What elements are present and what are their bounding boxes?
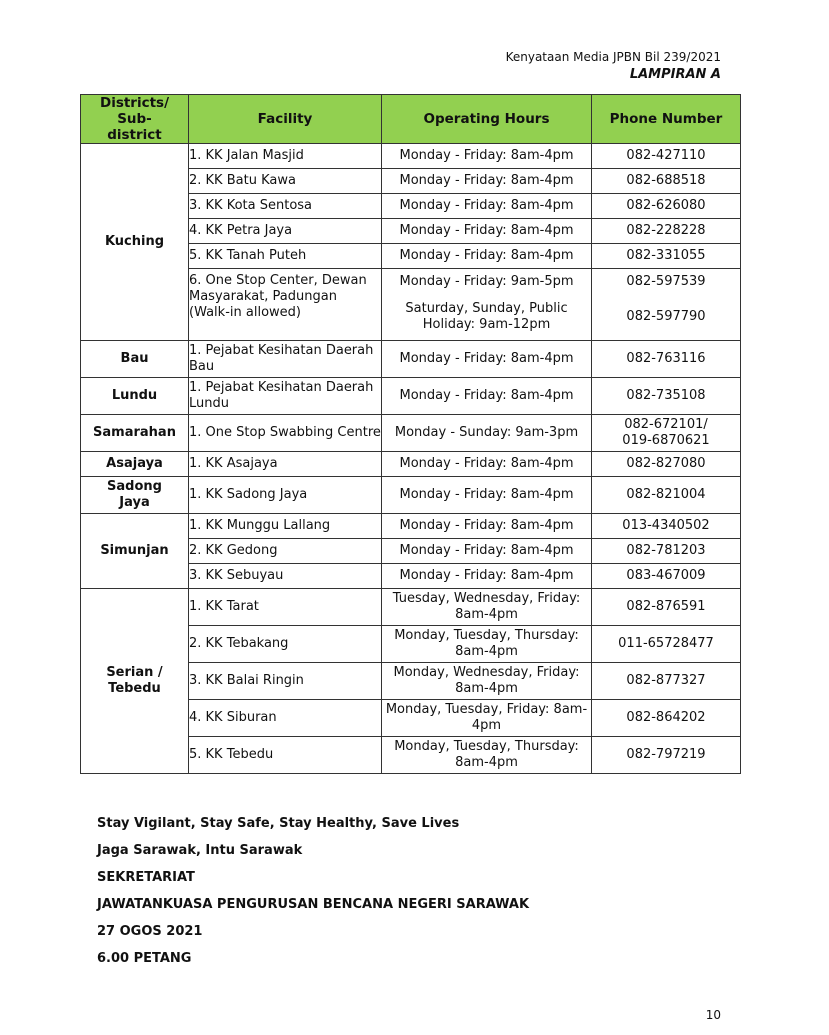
committee-name: JAWATANKUASA PENGURUSAN BENCANA NEGERI SARAWAK	[97, 897, 530, 912]
facility-table	[80, 94, 741, 774]
facility-cell: 1. KK Munggu Lallang	[189, 514, 382, 539]
facility-cell: 5. KK Tanah Puteh	[189, 244, 382, 269]
phone-cell-weekend: 082-597790	[592, 295, 741, 341]
phone-cell: 082-228228	[592, 219, 741, 244]
phone-cell: 082-781203	[592, 539, 741, 564]
facility-cell: 1. KK Jalan Masjid	[189, 144, 382, 169]
hours-cell-weekend: Saturday, Sunday, Public Holiday: 9am-12pm	[382, 295, 592, 341]
phone-cell: 082-876591	[592, 589, 741, 626]
facility-cell: 4. KK Siburan	[189, 700, 382, 737]
phone-cell: 082-672101/ 019-6870621	[592, 415, 741, 452]
annex-label: LAMPIRAN A	[629, 67, 721, 82]
release-date: 27 OGOS 2021	[97, 924, 203, 939]
district-cell: Serian / Tebedu	[81, 589, 189, 774]
facility-cell: 1. Pejabat Kesihatan Daerah Bau	[189, 341, 382, 378]
table-row	[81, 378, 741, 415]
phone-cell: 082-763116	[592, 341, 741, 378]
hours-cell: Monday - Friday: 8am-4pm	[382, 514, 592, 539]
table-row	[81, 477, 741, 514]
phone-cell: 082-597539	[592, 269, 741, 295]
phone-cell: 082-688518	[592, 169, 741, 194]
table-row	[81, 144, 741, 169]
table-row	[81, 514, 741, 539]
table-row	[81, 589, 741, 626]
facility-cell: 3. KK Kota Sentosa	[189, 194, 382, 219]
hours-cell: Monday - Friday: 8am-4pm	[382, 341, 592, 378]
hours-cell: Monday - Friday: 8am-4pm	[382, 378, 592, 415]
facility-cell: 2. KK Gedong	[189, 539, 382, 564]
hours-cell: Monday - Friday: 8am-4pm	[382, 452, 592, 477]
phone-cell: 011-65728477	[592, 626, 741, 663]
facility-cell: 3. KK Sebuyau	[189, 564, 382, 589]
facility-cell: 6. One Stop Center, Dewan Masyarakat, Padungan (Walk-in allowed)	[189, 269, 382, 341]
hours-cell: Monday - Friday: 8am-4pm	[382, 564, 592, 589]
hours-cell: Monday - Friday: 8am-4pm	[382, 169, 592, 194]
facility-cell: 1. One Stop Swabbing Centre	[189, 415, 382, 452]
column-header-district: Districts/ Sub-district	[81, 95, 189, 144]
release-time: 6.00 PETANG	[97, 951, 192, 966]
phone-cell: 082-626080	[592, 194, 741, 219]
hours-cell: Monday - Friday: 8am-4pm	[382, 244, 592, 269]
hours-cell: Monday, Tuesday, Thursday: 8am-4pm	[382, 737, 592, 774]
district-cell: Sadong Jaya	[81, 477, 189, 514]
hours-cell: Monday, Wednesday, Friday: 8am-4pm	[382, 663, 592, 700]
table-header-row	[81, 95, 741, 144]
facility-cell: 1. KK Sadong Jaya	[189, 477, 382, 514]
hours-cell: Monday, Tuesday, Thursday: 8am-4pm	[382, 626, 592, 663]
secretariat-label: SEKRETARIAT	[97, 870, 195, 885]
hours-cell: Monday - Sunday: 9am-3pm	[382, 415, 592, 452]
hours-cell: Monday - Friday: 8am-4pm	[382, 144, 592, 169]
phone-cell: 082-821004	[592, 477, 741, 514]
document-reference: Kenyataan Media JPBN Bil 239/2021	[505, 50, 721, 64]
phone-cell: 082-827080	[592, 452, 741, 477]
facility-cell: 5. KK Tebedu	[189, 737, 382, 774]
phone-cell: 082-735108	[592, 378, 741, 415]
facility-cell: 1. Pejabat Kesihatan Daerah Lundu	[189, 378, 382, 415]
phone-cell: 083-467009	[592, 564, 741, 589]
district-cell: Samarahan	[81, 415, 189, 452]
column-header-facility: Facility	[189, 95, 382, 144]
slogan-line: Stay Vigilant, Stay Safe, Stay Healthy, Save Lives	[97, 816, 460, 831]
table-row	[81, 415, 741, 452]
district-cell: Simunjan	[81, 514, 189, 589]
district-cell: Kuching	[81, 144, 189, 341]
hours-cell: Monday - Friday: 8am-4pm	[382, 477, 592, 514]
hours-cell: Monday, Tuesday, Friday: 8am-4pm	[382, 700, 592, 737]
facility-cell: 2. KK Batu Kawa	[189, 169, 382, 194]
phone-cell: 082-797219	[592, 737, 741, 774]
page-number: 10	[705, 1008, 721, 1022]
phone-cell: 082-864202	[592, 700, 741, 737]
phone-cell: 082-427110	[592, 144, 741, 169]
phone-cell: 013-4340502	[592, 514, 741, 539]
facility-cell: 3. KK Balai Ringin	[189, 663, 382, 700]
district-cell: Bau	[81, 341, 189, 378]
district-cell: Lundu	[81, 378, 189, 415]
slogan-line-local: Jaga Sarawak, Intu Sarawak	[97, 843, 303, 858]
facility-cell: 1. KK Tarat	[189, 589, 382, 626]
hours-cell: Monday - Friday: 8am-4pm	[382, 194, 592, 219]
closing-block	[97, 816, 529, 978]
phone-cell: 082-877327	[592, 663, 741, 700]
facility-cell: 2. KK Tebakang	[189, 626, 382, 663]
facility-cell: 4. KK Petra Jaya	[189, 219, 382, 244]
hours-cell: Monday - Friday: 8am-4pm	[382, 219, 592, 244]
column-header-hours: Operating Hours	[382, 95, 592, 144]
hours-cell: Tuesday, Wednesday, Friday: 8am-4pm	[382, 589, 592, 626]
hours-cell: Monday - Friday: 8am-4pm	[382, 539, 592, 564]
hours-cell: Monday - Friday: 9am-5pm	[382, 269, 592, 295]
facility-cell: 1. KK Asajaya	[189, 452, 382, 477]
phone-cell: 082-331055	[592, 244, 741, 269]
table-row	[81, 452, 741, 477]
column-header-phone: Phone Number	[592, 95, 741, 144]
table-row	[81, 341, 741, 378]
district-cell: Asajaya	[81, 452, 189, 477]
